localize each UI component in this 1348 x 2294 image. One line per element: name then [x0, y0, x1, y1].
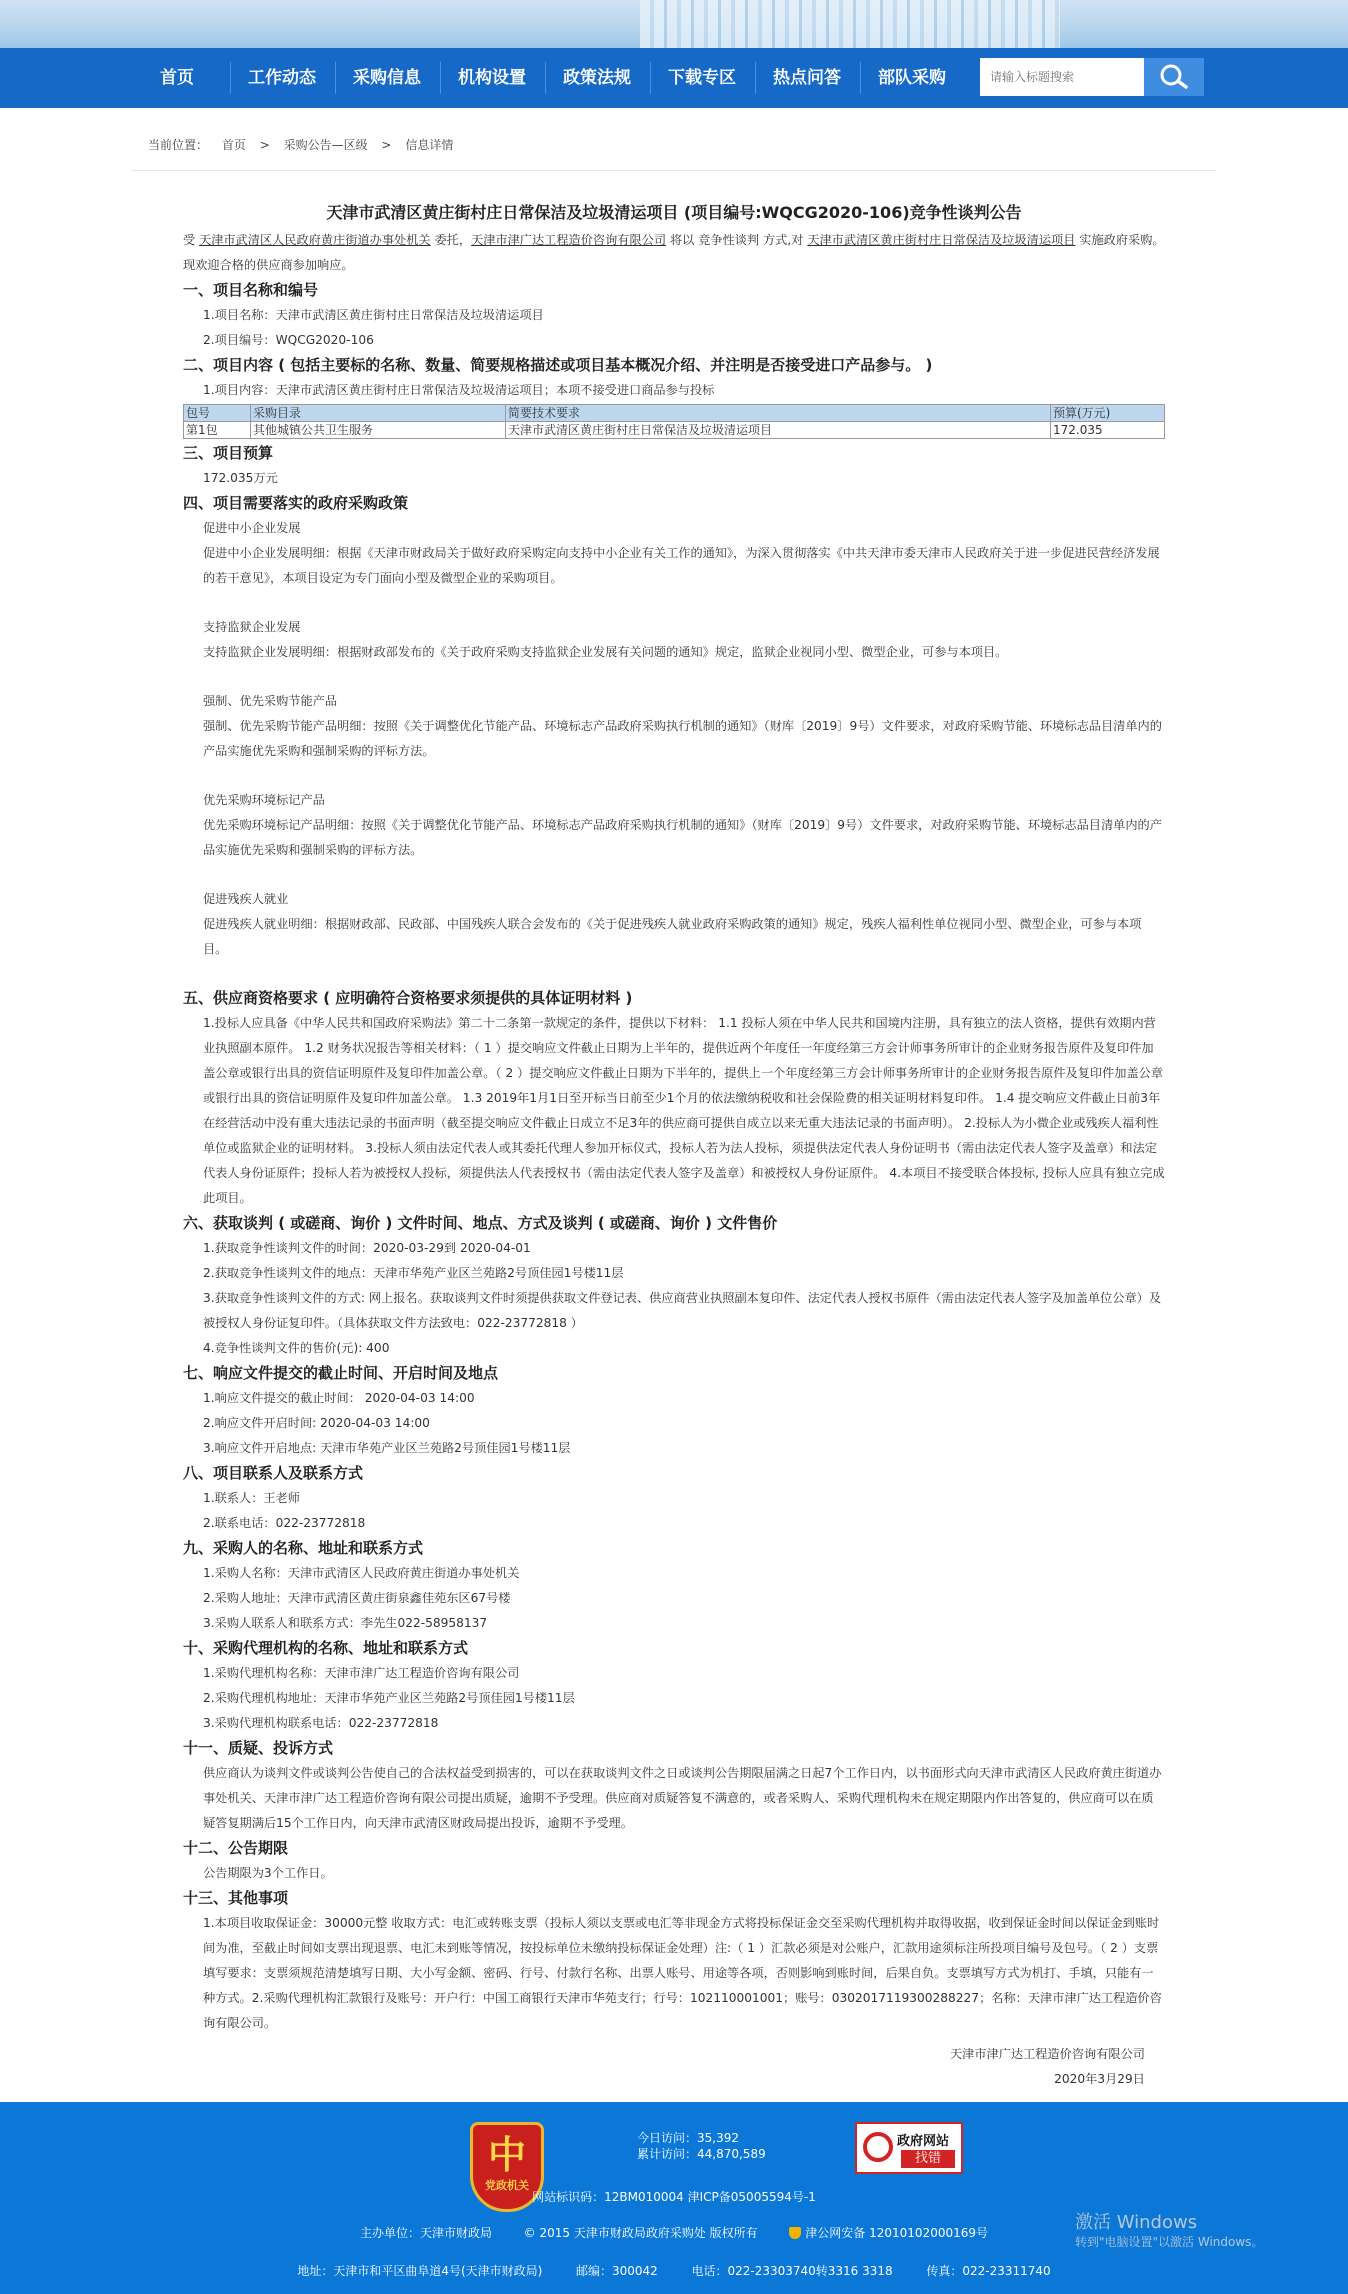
- emblem-glyph: 中: [487, 2133, 526, 2177]
- divider: [132, 170, 1216, 171]
- table-cell: 天津市武清区黄庄街村庄日常保洁及垃圾清运项目: [506, 422, 1051, 439]
- watermark-title: 激活 Windows: [1075, 2212, 1198, 2233]
- section-line: 1.联系人：王老师: [203, 1491, 300, 1505]
- nav-faq[interactable]: 热点问答: [773, 68, 841, 88]
- signature-date: 2020年3月29日: [1054, 2072, 1145, 2086]
- section-heading: 四、项目需要落实的政府采购政策: [183, 494, 409, 512]
- city-skyline-image: [640, 0, 1060, 48]
- site-footer: [0, 2102, 1348, 2294]
- section-line: 3.采购代理机构联系电话：022-23772818: [203, 1716, 439, 1730]
- main-nav: [0, 48, 1348, 108]
- search-icon: [1144, 58, 1204, 96]
- policy-detail: 优先采购环境标记产品明细：按照《关于调整优化节能产品、环境标志产品政府采购执行机制的通知》（财库〔2019〕9号）文件要求，对政府采购节能、环境标志品目清单内的产品实施优先采购和强制采购的评标方法。: [203, 818, 1162, 857]
- table-header: 简要技术要求: [506, 405, 1051, 422]
- package-table: [183, 404, 1165, 439]
- page-title: 天津市武清区黄庄街村庄日常保洁及垃圾清运项目 (项目编号:WQCG2020-106)竞争性谈判公告: [326, 203, 1022, 222]
- table-cell: 第1包: [184, 422, 251, 439]
- intro-text: 委托，: [430, 233, 472, 247]
- breadcrumb-separator: >: [381, 138, 392, 152]
- section-line: 2.采购人地址：天津市武清区黄庄街泉鑫佳苑东区67号楼: [203, 1591, 511, 1605]
- breadcrumb-category[interactable]: 采购公告—区级: [283, 138, 368, 152]
- search-input[interactable]: [980, 58, 1144, 96]
- copyright: © 2015 天津市财政局政府采购处 版权所有: [523, 2226, 758, 2240]
- table-cell: 172.035: [1051, 422, 1165, 439]
- section-line: 3.响应文件开启地点: 天津市华苑产业区兰苑路2号顶佳园1号楼11层: [203, 1441, 571, 1455]
- section-line: 1.采购人名称：天津市武清区人民政府黄庄街道办事处机关: [203, 1566, 520, 1580]
- table-header: 预算(万元): [1051, 405, 1165, 422]
- policy-detail: 支持监狱企业发展明细：根据财政部发布的《关于政府采购支持监狱企业发展有关问题的通知》规定，监狱企业视同小型、微型企业，可参与本项目。: [203, 645, 1008, 659]
- fax: 传真：022-23311740: [926, 2264, 1051, 2278]
- signature-org: 天津市津广达工程造价咨询有限公司: [950, 2047, 1145, 2061]
- policy-detail: 强制、优先采购节能产品明细：按照《关于调整优化节能产品、环境标志产品政府采购执行机制的通知》（财库〔2019〕9号）文件要求，对政府采购节能、环境标志品目清单内的产品实施优先采购和强制采购的评标方法。: [203, 719, 1162, 758]
- spacer: [183, 665, 1165, 689]
- section-line: 1.项目名称：天津市武清区黄庄街村庄日常保洁及垃圾清运项目: [203, 308, 544, 322]
- section-line: 2.采购代理机构地址：天津市华苑产业区兰苑路2号顶佳园1号楼11层: [203, 1691, 575, 1705]
- section-line: 1.采购代理机构名称：天津市津广达工程造价咨询有限公司: [203, 1666, 520, 1680]
- table-header: 采购目录: [251, 405, 506, 422]
- watermark-subtitle: 转到"电脑设置"以激活 Windows。: [1075, 2235, 1264, 2249]
- policy-detail: 促进残疾人就业明细：根据财政部、民政部、中国残疾人联合会发布的《关于促进残疾人就业政府采购政策的通知》规定，残疾人福利性单位视同小型、微型企业，可参与本项目。: [203, 917, 1142, 956]
- section-heading: 九、采购人的名称、地址和联系方式: [183, 1539, 424, 1557]
- nav-policies[interactable]: 政策法规: [563, 68, 631, 88]
- nav-home[interactable]: 首页: [160, 68, 194, 88]
- spacer: [183, 962, 1165, 986]
- section-heading: 一、项目名称和编号: [183, 281, 319, 299]
- police-record[interactable]: 津公网安备 12010102000169号: [805, 2226, 988, 2240]
- section-heading: 三、项目预算: [183, 444, 274, 462]
- visits-today: 今日访问：35,392: [637, 2131, 739, 2145]
- report-error-badge[interactable]: [855, 2122, 963, 2174]
- section-heading: 二、项目内容 ( 包括主要标的名称、数量、简要规格描述或项目基本概况介绍、并注明是否接受进口产品参与。 ): [183, 356, 933, 374]
- section-heading: 七、响应文件提交的截止时间、开启时间及地点: [183, 1364, 499, 1382]
- section-line: 1.项目内容：天津市武清区黄庄街村庄日常保洁及垃圾清运项目；本项不接受进口商品参与投标: [203, 383, 715, 397]
- badge-title: 政府网站: [897, 2134, 950, 2149]
- announcement-body: [183, 228, 1165, 2092]
- nav-downloads[interactable]: 下载专区: [668, 68, 736, 88]
- agency-link: 天津市津广达工程造价咨询有限公司: [471, 233, 667, 247]
- visit-stats: [637, 2130, 766, 2162]
- section-heading: 八、项目联系人及联系方式: [183, 1464, 364, 1482]
- breadcrumb-current: 信息详情: [405, 138, 454, 152]
- section-line: 1.响应文件提交的截止时间： 2020-04-03 14:00: [203, 1391, 475, 1405]
- policy-title: 促进残疾人就业: [203, 892, 289, 906]
- policy-title: 支持监狱企业发展: [203, 620, 301, 634]
- intro-text: 实施政府采购。现欢迎合格的供应商参加响应。: [183, 233, 1165, 272]
- nav-military-procurement[interactable]: 部队采购: [878, 68, 946, 88]
- section-line: 172.035万元: [203, 471, 278, 485]
- spacer: [183, 591, 1165, 615]
- spacer: [183, 764, 1165, 788]
- section-line: 4.竞争性谈判文件的售价(元): 400: [203, 1341, 390, 1355]
- nav-work-news[interactable]: 工作动态: [248, 68, 316, 88]
- section-line: 2.响应文件开启时间: 2020-04-03 14:00: [203, 1416, 430, 1430]
- policy-detail: 促进中小企业发展明细：根据《天津市财政局关于做好政府采购定向支持中小企业有关工作的通知》，为深入贯彻落实《中共天津市委天津市人民政府关于进一步促进民营经济发展的若干意见》，本项目设定为专门面向小型及微型企业的采购项目。: [203, 546, 1160, 585]
- table-header-row: [184, 405, 1165, 422]
- breadcrumb-label: 当前位置：: [148, 138, 209, 152]
- section-paragraph: 1.本项目收取保证金：30000元整 收取方式：电汇或转账支票（投标人须以支票或电汇等非现金方式将投标保证金交至采购代理机构并取得收据，收到保证金时间以保证金到账时间为准，至截止时间如支票出现退票、电汇未到账等情况，按投标单位未缴纳投标保证金处理）注:（ 1 ）汇款必须是对公账户，汇款用途须标注所投项目编号及包号。（ 2 ）支票填写要求：支票须规范清楚填写日期、大小写金额、密码、行号、付款行名称、出票人账号、用途等各项，否则影响到账时间，后果自负。支票填写方式为机打、手填，只能有一种方式。2.采购代理机构汇款银行及账号：开户行：中国工商银行天津市华苑支行；行号：102110001001；账号：0302017119300288227；名称：天津市津广达工程造价咨询有限公司。: [203, 1916, 1162, 2030]
- postcode: 邮编：300042: [575, 2264, 658, 2278]
- intro-text: 将以 竞争性谈判 方式,对: [666, 233, 808, 247]
- search-button[interactable]: [1144, 58, 1204, 96]
- intro-paragraph: [183, 228, 1165, 278]
- policy-title: 优先采购环境标记产品: [203, 793, 325, 807]
- visits-total: 累计访问：44,870,589: [637, 2147, 766, 2161]
- phone: 电话：022-23303740转3316 3318: [691, 2264, 893, 2278]
- breadcrumb-home[interactable]: 首页: [221, 138, 246, 152]
- section-line: 3.采购人联系人和联系方式：李先生022-58958137: [203, 1616, 488, 1630]
- section-heading: 十二、公告期限: [183, 1839, 289, 1857]
- section-line: 2.获取竞争性谈判文件的地点：天津市华苑产业区兰苑路2号顶佳园1号楼11层: [203, 1266, 624, 1280]
- breadcrumb-separator: >: [259, 138, 270, 152]
- section-heading: 十、采购代理机构的名称、地址和联系方式: [183, 1639, 469, 1657]
- section-line: 1.获取竞争性谈判文件的时间：2020-03-29到 2020-04-01: [203, 1241, 531, 1255]
- nav-organization[interactable]: 机构设置: [458, 68, 526, 88]
- purchaser-link: 天津市武清区人民政府黄庄街道办事处机关: [199, 233, 431, 247]
- policy-title: 促进中小企业发展: [203, 521, 301, 535]
- host-unit: 主办单位：天津市财政局: [359, 2226, 492, 2240]
- emblem-label: 党政机关: [485, 2179, 529, 2192]
- site-code: 网站标识码：12BM010004 津ICP备05005594号-1: [532, 2190, 816, 2204]
- section-line: 2.联系电话：022-23772818: [203, 1516, 366, 1530]
- footer-line-address: [0, 2262, 1348, 2279]
- section-heading: 十一、质疑、投诉方式: [183, 1739, 334, 1757]
- section-heading: 六、获取谈判 ( 或磋商、询价 ) 文件时间、地点、方式及谈判 ( 或磋商、询价 ) 文件售价: [183, 1214, 778, 1232]
- table-row: [184, 422, 1165, 439]
- badge-subtitle: 找错: [901, 2150, 955, 2168]
- spacer: [183, 863, 1165, 887]
- table-cell: 其他城镇公共卫生服务: [251, 422, 506, 439]
- table-header: 包号: [184, 405, 251, 422]
- section-paragraph: 1.投标人应具备《中华人民共和国政府采购法》第二十二条第一款规定的条件，提供以下材料： 1.1 投标人须在中华人民共和国境内注册，具有独立的法人资格，提供有效期内营业执照副本原件。 1.2 财务状况报告等相关材料：（ 1 ）提交响应文件截止日期为上半年的，提供近两个年度任一年度经第三方会计师事务所审计的企业财务报告原件及复印件加盖公章或银行出具的资信证明原件及复印件加盖公章。（ 2 ）提交响应文件截止日期为下半年的，提供上一个年度经第三方会计师事务所审计的企业财务报告原件及复印件加盖公章或银行出具的资信证明原件及复印件加盖公章。 1.3 2019年1月1日至开标当日前至少1个月的依法缴纳税收和社会保险费的相关证明材料复印件。 1.4 提交响应文件截止日前3年在经营活动中没有重大违法记录的书面声明（截至提交响应文件截止日成立不足3年的供应商可提供自成立以来无重大违法记录的书面声明）。 2.投标人为小微企业或残疾人福利性单位或监狱企业的证明材料。 3.投标人须由法定代表人或其委托代理人参加开标仪式，投标人若为法人投标，须提供法定代表人身份证明书（需由法定代表人签字及盖章）和法定代表人身份证原件；投标人若为被授权人投标，须提供法人代表授权书（需由法定代表人签字及盖章）和被授权人身份证原件。 4.本项目不接受联合体投标, 投标人应具有独立完成此项目。: [203, 1016, 1165, 1205]
- nav-procurement-info[interactable]: 采购信息: [353, 68, 421, 88]
- windows-activation-watermark: [1075, 2212, 1263, 2250]
- section-heading: 十三、其他事项: [183, 1889, 289, 1907]
- breadcrumb: [148, 136, 463, 153]
- section-heading: 五、供应商资格要求 ( 应明确符合资格要求须提供的具体证明材料 ): [183, 989, 633, 1007]
- intro-text: 受: [183, 233, 200, 247]
- section-paragraph: 供应商认为谈判文件或谈判公告使自己的合法权益受到损害的，可以在获取谈判文件之日或谈判公告期限届满之日起7个工作日内，以书面形式向天津市武清区人民政府黄庄街道办事处机关、天津市津广达工程造价咨询有限公司提出质疑，逾期不予受理。供应商对质疑答复不满意的，或者采购人、采购代理机构未在规定期限内作出答复的，供应商可以在质疑答复期满后15个工作日内，向天津市武清区财政局提出投诉，逾期不予受理。: [203, 1766, 1162, 1830]
- address: 地址：天津市和平区曲阜道4号(天津市财政局): [297, 2264, 543, 2278]
- section-line: 2.项目编号：WQCG2020-106: [203, 333, 374, 347]
- police-shield-icon: [789, 2227, 801, 2239]
- policy-title: 强制、优先采购节能产品: [203, 694, 338, 708]
- project-link: 天津市武清区黄庄街村庄日常保洁及垃圾清运项目: [807, 233, 1076, 247]
- header-banner: [0, 0, 1348, 48]
- magnifier-icon: [863, 2132, 893, 2162]
- section-line: 公告期限为3个工作日。: [203, 1866, 333, 1880]
- section-line: 3.获取竞争性谈判文件的方式: 网上报名。获取谈判文件时须提供获取文件登记表、供应商营业执照副本复印件、法定代表人授权书原件（需由法定代表人签字及加盖单位公章）及被授权人身份证复印件。（具体获取文件方法致电：022-23772818 ）: [203, 1291, 1162, 1330]
